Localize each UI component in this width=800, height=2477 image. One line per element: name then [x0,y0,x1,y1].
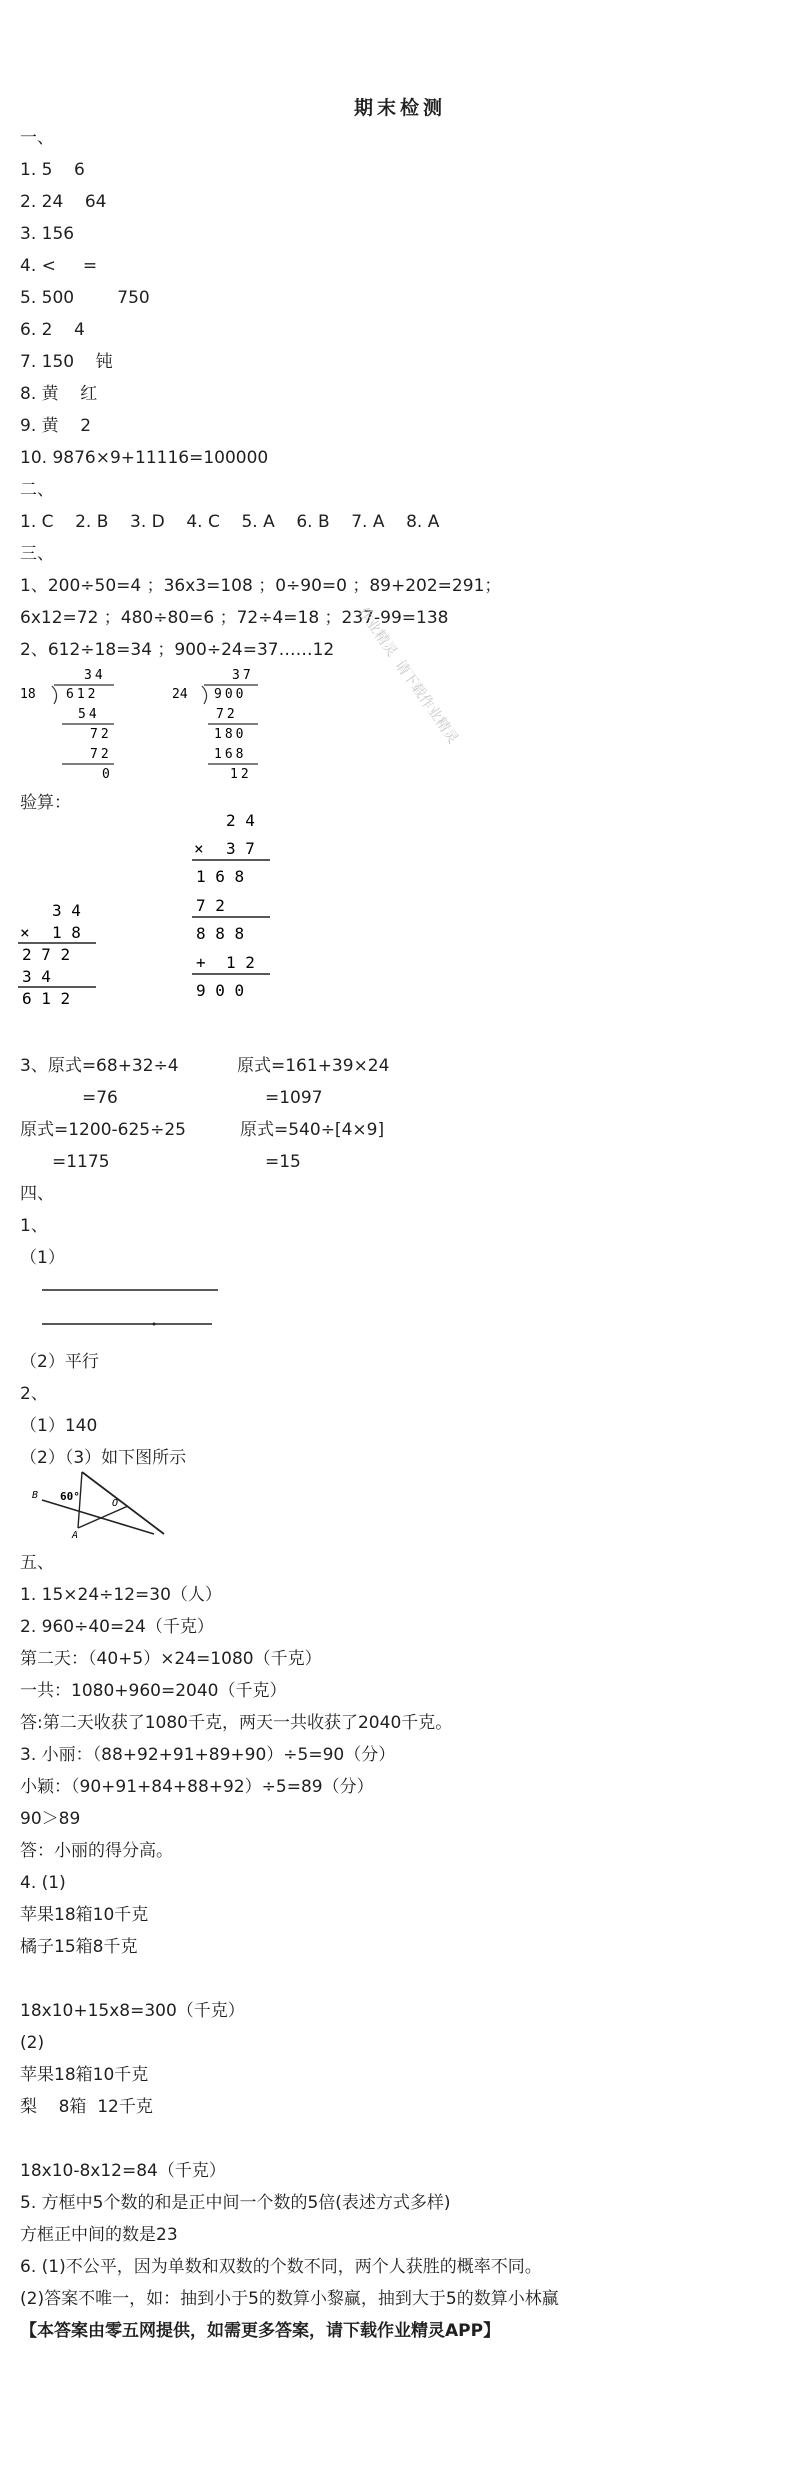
operator: + [196,953,206,972]
step: 72 [216,707,238,722]
answer-line: 2、 [20,1384,48,1404]
point-label-a: A [72,1530,79,1540]
answer-line: 18x10-8x12=84（千克） [20,2161,226,2181]
quotient: 37 [232,668,254,683]
check-row: 1 2 [226,953,255,972]
calc-line: 原式=540÷[4×9] [240,1120,385,1140]
answer-line: 9. 黄 2 [20,416,92,436]
section-heading-2: 二、 [20,480,54,500]
step: 72 [90,727,112,742]
answer-line: 第二天：（40+5）×24=1080（千克） [20,1649,322,1669]
answer-line: 1. 15×24÷12=30（人） [20,1585,222,1605]
calc-line: =15 [265,1152,301,1172]
answer-line: 4. < = [20,256,98,276]
answer-line: （2）（3）如下图所示 [20,1448,187,1468]
operator: × [194,839,204,858]
section-heading-5: 五、 [20,1553,54,1573]
answer-line: 5. 方框中5个数的和是正中间一个数的5倍(表述方式多样) [20,2193,451,2213]
answer-line: 1、200÷50=4 ；36x3=108 ；0÷90=0 ；89+202=291； [20,576,502,596]
check-multiplication-1 [16,900,106,1020]
svg-text:作业精灵 请下载作业精灵: 作业精灵 请下载作业精灵 [354,604,461,747]
answer-line: 苹果18箱10千克 [20,2065,149,2085]
answer-line: 答：小丽的得分高。 [20,1841,173,1861]
watermark-stamp [320,570,490,770]
step: 168 [214,747,247,762]
answer-line: 5. 500 750 [20,288,150,308]
check-row: 1 6 8 [196,867,245,886]
answer-line: (2) [20,2033,45,2053]
step: 12 [230,767,252,782]
step: 180 [214,727,247,742]
step: 0 [102,767,110,782]
quotient: 34 [84,668,106,683]
answer-line: 6. 2 4 [20,320,85,340]
section-heading-3: 三、 [20,544,54,564]
answer-line: （2）平行 [20,1352,99,1372]
check-row: 1 8 [52,923,81,942]
answer-line: 小颖：（90+91+84+88+92）÷5=89（分） [20,1777,374,1797]
answer-line: 1. C 2. B 3. D 4. C 5. A 6. B 7. A 8. A [20,512,440,532]
angle-label: 60° [60,1490,80,1503]
check-row: 3 7 [226,839,255,858]
answer-line: 6. (1)不公平，因为单数和双数的个数不同，两个人获胜的概率不同。 [20,2257,542,2277]
divisor: 24 [172,687,188,702]
angle-figure [30,1470,170,1540]
section-heading-4: 四、 [20,1184,54,1204]
check-row: 2 4 [226,811,255,830]
step: 54 [78,707,100,722]
answer-line: 4. (1) [20,1873,66,1893]
answer-line: 7. 150 钝 [20,352,113,372]
long-division-1 [14,664,124,784]
page-title: 期末检测 [353,97,446,119]
answer-line: 90＞89 [20,1809,81,1829]
point-label-b: B [32,1490,39,1501]
footer-note: 【本答案由零五网提供，如需更多答案，请下载作业精灵APP】 [20,2321,501,2341]
calc-line: 原式=1200-625÷25 [20,1120,186,1140]
calc-line: =1097 [265,1088,323,1108]
calc-line: 原式=161+39×24 [237,1056,390,1076]
answer-line: 1. 5 6 [20,160,85,180]
calc-line: =1175 [52,1152,110,1172]
check-label: 验算： [20,793,71,813]
dividend: 612 [66,687,99,702]
answer-line: (2)答案不唯一，如：抽到小于5的数算小黎赢，抽到大于5的数算小林赢 [20,2289,559,2309]
answer-line: （1）140 [20,1416,98,1436]
operator: × [20,923,30,942]
answer-line: 方框正中间的数是23 [20,2225,178,2245]
answer-line: 2. 960÷40=24（千克） [20,1617,214,1637]
check-row: 6 1 2 [22,989,71,1008]
point-label-o: O [112,1498,119,1509]
answer-line: 1、 [20,1216,48,1236]
answer-line: 8. 黄 红 [20,384,98,404]
answer-line: 3. 156 [20,224,75,244]
check-row: 3 4 [52,901,81,920]
answer-line: 3. 小丽：（88+92+91+89+90）÷5=90（分） [20,1745,396,1765]
answer-line: 6x12=72 ；480÷80=6 ；72÷4=18 ；237-99=138 [20,608,449,628]
answer-line: （1） [20,1248,65,1268]
long-division-2 [168,664,278,784]
answer-line: 苹果18箱10千克 [20,1905,149,1925]
answer-line: 18x10+15x8=300（千克） [20,2001,245,2021]
answer-line: 2、612÷18=34 ；900÷24=37……12 [20,640,335,660]
answer-line: 一共：1080+960=2040（千克） [20,1681,287,1701]
check-row: 9 0 0 [196,981,245,1000]
section-heading-1: 一、 [20,128,54,148]
check-row: 2 7 2 [22,945,71,964]
answer-line: 梨 8箱 12千克 [20,2097,153,2117]
answer-line: 2. 24 64 [20,192,107,212]
answer-line: 答:第二天收获了1080千克，两天一共收获了2040千克。 [20,1713,453,1733]
check-multiplication-2 [190,810,280,1020]
check-row: 7 2 [196,896,225,915]
answer-line: 10. 9876×9+11116=100000 [20,448,269,468]
calc-line: =76 [82,1088,118,1108]
divisor: 18 [20,687,36,702]
calc-line: 3、原式=68+32÷4 [20,1056,179,1076]
step: 72 [90,747,112,762]
dividend: 900 [214,687,247,702]
parallel-lines-figure [36,1280,236,1340]
answer-line: 橘子15箱8千克 [20,1937,138,1957]
check-row: 8 8 8 [196,924,245,943]
check-row: 3 4 [22,967,51,986]
